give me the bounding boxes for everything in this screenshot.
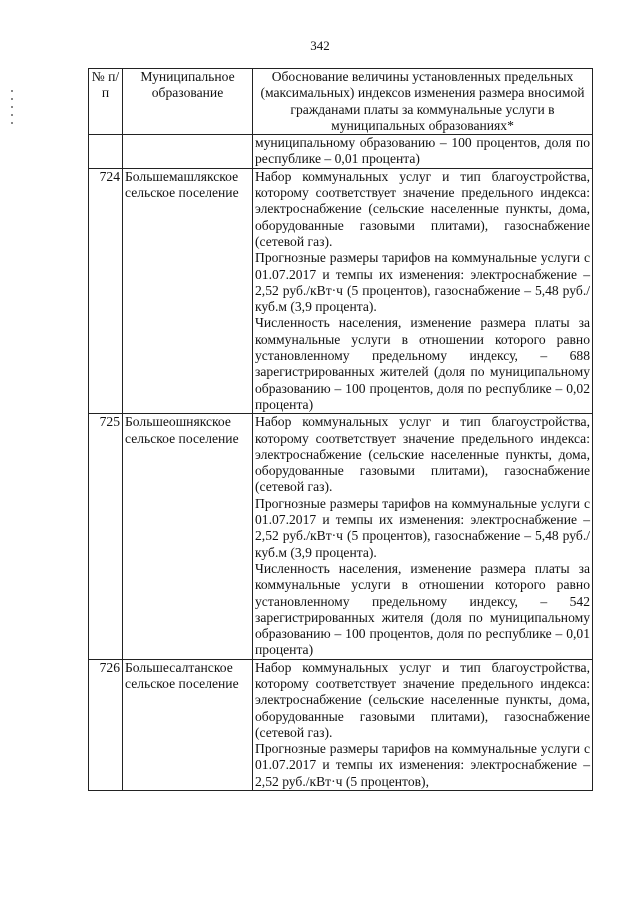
row-justification [253, 135, 593, 169]
table-row [89, 659, 593, 790]
paragraph: Набор коммунальных услуг и тип благоустройства, которому соответствует значение предельного индекса: электроснабжение (сельские населенные пункты, дома, оборудованные газовыми плитами), газоснабжение (сетевой газ). [255, 168, 590, 249]
row-municipality: Большемашлякское сельское поселение [123, 168, 253, 413]
row-municipality: Большесалтанское сельское поселение [123, 659, 253, 790]
row-municipality: Большеошнякское сельское поселение [123, 414, 253, 659]
row-justification [253, 168, 593, 413]
tariff-table [88, 68, 593, 791]
row-num: 724 [89, 168, 123, 413]
table-header-row [89, 69, 593, 135]
table-row [89, 414, 593, 659]
row-justification [253, 414, 593, 659]
header-municipality: Муниципальное образование [123, 69, 253, 135]
table-row [89, 135, 593, 169]
page-number: 342 [310, 38, 330, 53]
header-justification: Обоснование величины установленных предельных (максимальных) индексов изменения размера вносимой гражданами платы за коммунальные услуги в муниципальных образованиях* [253, 69, 593, 135]
paragraph: Численность населения, изменение размера платы за коммунальные услуги в отношении которого равно установленному предельному индексу, – 542 зарегистрированных жителя (доля по муниципальному образованию – 100 процентов, доля по республике – 0,01 процента) [255, 560, 590, 658]
paragraph: Численность населения, изменение размера платы за коммунальные услуги в отношении которого равно установленному предельному индексу, – 688 зарегистрированных жителей (доля по муниципальному образованию – 100 процентов, доля по республике – 0,02 процента) [255, 315, 590, 412]
paragraph: Прогнозные размеры тарифов на коммунальные услуги с 01.07.2017 и темпы их изменения: электроснабжение – 2,52 руб./кВт·ч (5 процентов), [255, 741, 590, 789]
margin-dots [11, 90, 13, 130]
paragraph: муниципальному образованию – 100 процентов, доля по республике – 0,01 процента) [255, 135, 590, 167]
row-num [89, 135, 123, 169]
row-justification [253, 659, 593, 790]
table-row [89, 168, 593, 413]
paragraph: Прогнозные размеры тарифов на коммунальные услуги с 01.07.2017 и темпы их изменения: электроснабжение – 2,52 руб./кВт·ч (5 процентов), газоснабжение – 5,48 руб./куб.м (3,9 процента). [255, 250, 590, 315]
paragraph: Прогнозные размеры тарифов на коммунальные услуги с 01.07.2017 и темпы их изменения: электроснабжение – 2,52 руб./кВт·ч (5 процентов), газоснабжение – 5,48 руб./куб.м (3,9 процента). [255, 495, 590, 560]
paragraph: Набор коммунальных услуг и тип благоустройства, которому соответствует значение предельного индекса: электроснабжение (сельские населенные пункты, дома, оборудованные газовыми плитами), газоснабжение (сетевой газ). [255, 659, 590, 740]
row-num: 725 [89, 414, 123, 659]
header-num: № п/п [89, 69, 123, 135]
row-municipality [123, 135, 253, 169]
row-num: 726 [89, 659, 123, 790]
paragraph: Набор коммунальных услуг и тип благоустройства, которому соответствует значение предельного индекса: электроснабжение (сельские населенные пункты, дома, оборудованные газовыми плитами), газоснабжение (сетевой газ). [255, 414, 590, 495]
